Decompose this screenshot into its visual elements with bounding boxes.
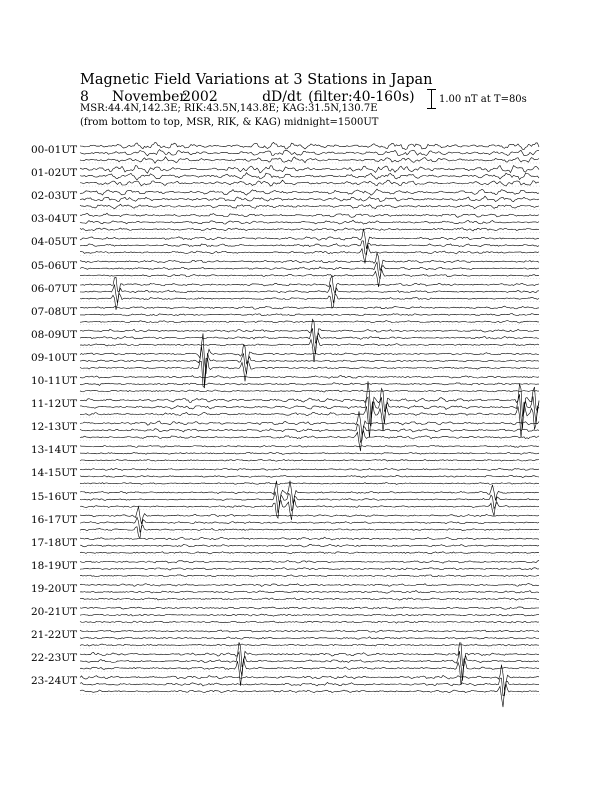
- trace-rik: [80, 173, 539, 180]
- trace-rik: [80, 544, 539, 546]
- trace-msr: [80, 459, 539, 461]
- hour-label: 02-03UT: [31, 190, 78, 203]
- trace-msr: [80, 157, 539, 163]
- trace-msr: [80, 390, 539, 392]
- trace-rik: [80, 285, 539, 304]
- trace-msr: [80, 659, 539, 686]
- trace-msr: [80, 598, 539, 600]
- trace-kag: [80, 165, 539, 173]
- trace-kag: [80, 607, 539, 609]
- trace-kag: [80, 445, 539, 447]
- hour-label: 09-10UT: [31, 351, 78, 364]
- hour-label: 13-14UT: [31, 444, 78, 457]
- trace-kag: [80, 468, 539, 470]
- trace-msr: [80, 431, 539, 451]
- trace-msr: [80, 180, 539, 186]
- hour-label: 20-21UT: [31, 606, 78, 618]
- hour-label: 23-24UT: [31, 675, 78, 688]
- scale-label: 1.00 nT at T=80s: [439, 94, 527, 105]
- hour-label: 01-02UT: [31, 167, 78, 180]
- trace-msr: [80, 525, 539, 538]
- trace-rik: [80, 383, 539, 386]
- trace-kag: [80, 319, 539, 343]
- trace-msr: [80, 644, 539, 646]
- trace-kag: [80, 560, 539, 563]
- hour-label: 19-20UT: [31, 582, 78, 595]
- quantity-label: dD/dt: [262, 89, 302, 105]
- trace-msr: [80, 336, 539, 362]
- filter-label: (filter:40-160s): [308, 89, 415, 105]
- trace-rik: [80, 150, 539, 156]
- hour-label: 16-17UT: [31, 513, 78, 526]
- hour-label: 14-15UT: [31, 467, 78, 480]
- trace-msr: [80, 621, 539, 623]
- hour-label: 22-23UT: [31, 652, 78, 665]
- trace-kag: [80, 189, 539, 195]
- hour-label: 00-01UT: [31, 144, 78, 156]
- hour-label: 18-19UT: [31, 559, 78, 572]
- trace-kag: [80, 381, 539, 418]
- hour-label: 12-13UT: [31, 421, 78, 434]
- trace-rik: [80, 220, 539, 224]
- trace-msr: [80, 358, 539, 387]
- hour-label: 07-08UT: [31, 305, 78, 318]
- trace-kag: [80, 642, 539, 667]
- trace-rik: [80, 678, 539, 696]
- trace-rik: [80, 328, 539, 354]
- trace-msr: [80, 552, 539, 554]
- trace-msr: [80, 246, 539, 264]
- trace-rik: [80, 452, 539, 454]
- trace-kag: [80, 213, 539, 217]
- trace-msr: [80, 321, 539, 324]
- hour-label: 15-16UT: [31, 490, 78, 503]
- trace-msr: [80, 204, 539, 209]
- trace-kag: [80, 229, 539, 249]
- trace-msr: [80, 684, 539, 707]
- trace-rik: [80, 637, 539, 639]
- hour-label: 04-05UT: [31, 236, 78, 249]
- trace-rik: [80, 614, 539, 616]
- trace-rik: [80, 475, 539, 477]
- stations-line: MSR:44.4N,142.3E; RIK:43.5N,143.8E; KAG:31.5N,130.7E: [80, 103, 378, 114]
- trace-msr: [80, 575, 539, 577]
- trace-rik: [80, 492, 539, 513]
- hour-label: 17-18UT: [31, 536, 78, 549]
- trace-rik: [80, 424, 539, 442]
- trace-kag: [80, 630, 539, 632]
- hour-label: 06-07UT: [31, 282, 78, 295]
- hour-label: 08-09UT: [31, 328, 78, 341]
- date-month: November: [112, 89, 187, 105]
- hour-label: 05-06UT: [31, 259, 78, 272]
- date-day: 8: [80, 89, 89, 105]
- trace-kag: [80, 306, 539, 309]
- trace-rik: [80, 590, 539, 593]
- hour-label: 10-11UT: [31, 375, 78, 387]
- hour-label: 11-12UT: [31, 398, 78, 411]
- trace-msr: [80, 483, 539, 485]
- hour-label: 03-04UT: [31, 213, 78, 226]
- chart-title: Magnetic Field Variations at 3 Stations in Japan: [80, 72, 433, 88]
- trace-kag: [80, 584, 539, 587]
- trace-rik: [80, 346, 539, 386]
- date-year: 2002: [182, 89, 218, 105]
- trace-msr: [80, 228, 539, 231]
- trace-kag: [80, 376, 539, 379]
- trace-kag: [80, 537, 539, 540]
- trace-msr: [80, 269, 539, 287]
- trace-kag: [80, 507, 539, 525]
- trace-kag: [80, 142, 539, 149]
- order-note: (from bottom to top, MSR, RIK, & KAG) midnight=1500UT: [80, 117, 379, 128]
- trace-rik: [80, 568, 539, 570]
- trace-rik: [80, 313, 539, 316]
- trace-kag: [80, 481, 539, 504]
- trace-kag: [80, 411, 539, 434]
- trace-rik: [80, 196, 539, 202]
- hour-label: 21-22UT: [31, 629, 78, 642]
